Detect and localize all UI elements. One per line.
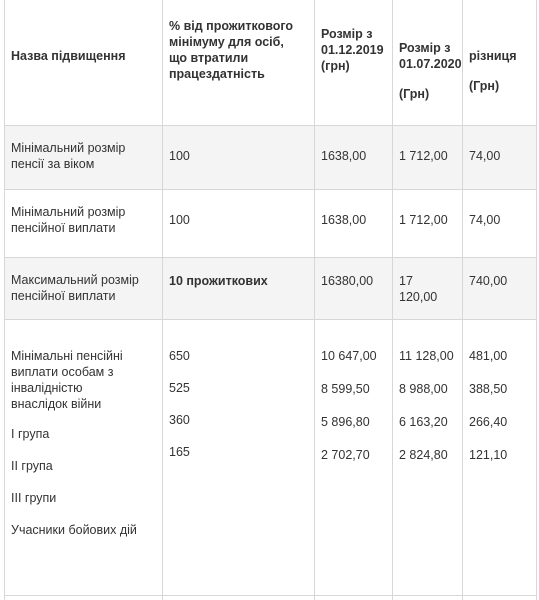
table-header-row <box>5 0 537 126</box>
group-label: II група <box>11 459 53 473</box>
group-label: Учасники бойових дій <box>11 523 137 537</box>
war-diff-cell: 481,00 388,50 266,40 121,10 <box>463 320 537 596</box>
table-row <box>5 258 537 320</box>
header-size-2020: Розмір з 01.07.2020 (Грн) <box>393 0 463 126</box>
row-pct: 100 <box>163 190 315 258</box>
header-pct: % від прожиткового мінімуму для осіб, що втратили працездатність <box>163 0 315 126</box>
header-name: Назва підвищення <box>5 0 163 126</box>
table-row <box>5 126 537 190</box>
war-size-2019-cell: 10 647,00 8 599,50 5 896,80 2 702,70 <box>315 320 393 596</box>
table-row <box>5 190 537 258</box>
group-label: I група <box>11 427 50 441</box>
header-size-2019: Розмір з 01.12.2019 (грн) <box>315 0 393 126</box>
group-label: III групи <box>11 491 57 505</box>
row-size-2019: 16380,00 <box>315 258 393 320</box>
table-row-war-disability <box>5 320 537 596</box>
row-size-2019: 1638,00 <box>315 126 393 190</box>
row-size-2020: 1 712,00 <box>393 126 463 190</box>
row-diff: 74,00 <box>463 190 537 258</box>
row-name: Мінімальний розмір пенсії за віком <box>5 126 163 190</box>
row-name: Мінімальний розмір пенсійної виплати <box>5 190 163 258</box>
row-pct: 10 прожиткових <box>163 258 315 320</box>
war-size-2020-cell: 11 128,00 8 988,00 6 163,20 2 824,80 <box>393 320 463 596</box>
row-diff: 740,00 <box>463 258 537 320</box>
row-size-2020: 17 120,00 <box>393 258 463 320</box>
pension-increase-table <box>4 0 537 600</box>
row-name: Максимальний розмір пенсійної виплати <box>5 258 163 320</box>
row-pct: 100 <box>163 126 315 190</box>
row-size-2019: 1638,00 <box>315 190 393 258</box>
header-diff: різниця (Грн) <box>463 0 537 126</box>
row-size-2020: 1 712,00 <box>393 190 463 258</box>
war-pct-cell: 650 525 360 165 <box>163 320 315 596</box>
war-name-cell: Мінімальні пенсійні виплати особам з інвалідністю внаслідок війни I група II група III групи Учасники бойових дій <box>5 320 163 596</box>
row-diff: 74,00 <box>463 126 537 190</box>
table-row-empty <box>5 596 537 600</box>
